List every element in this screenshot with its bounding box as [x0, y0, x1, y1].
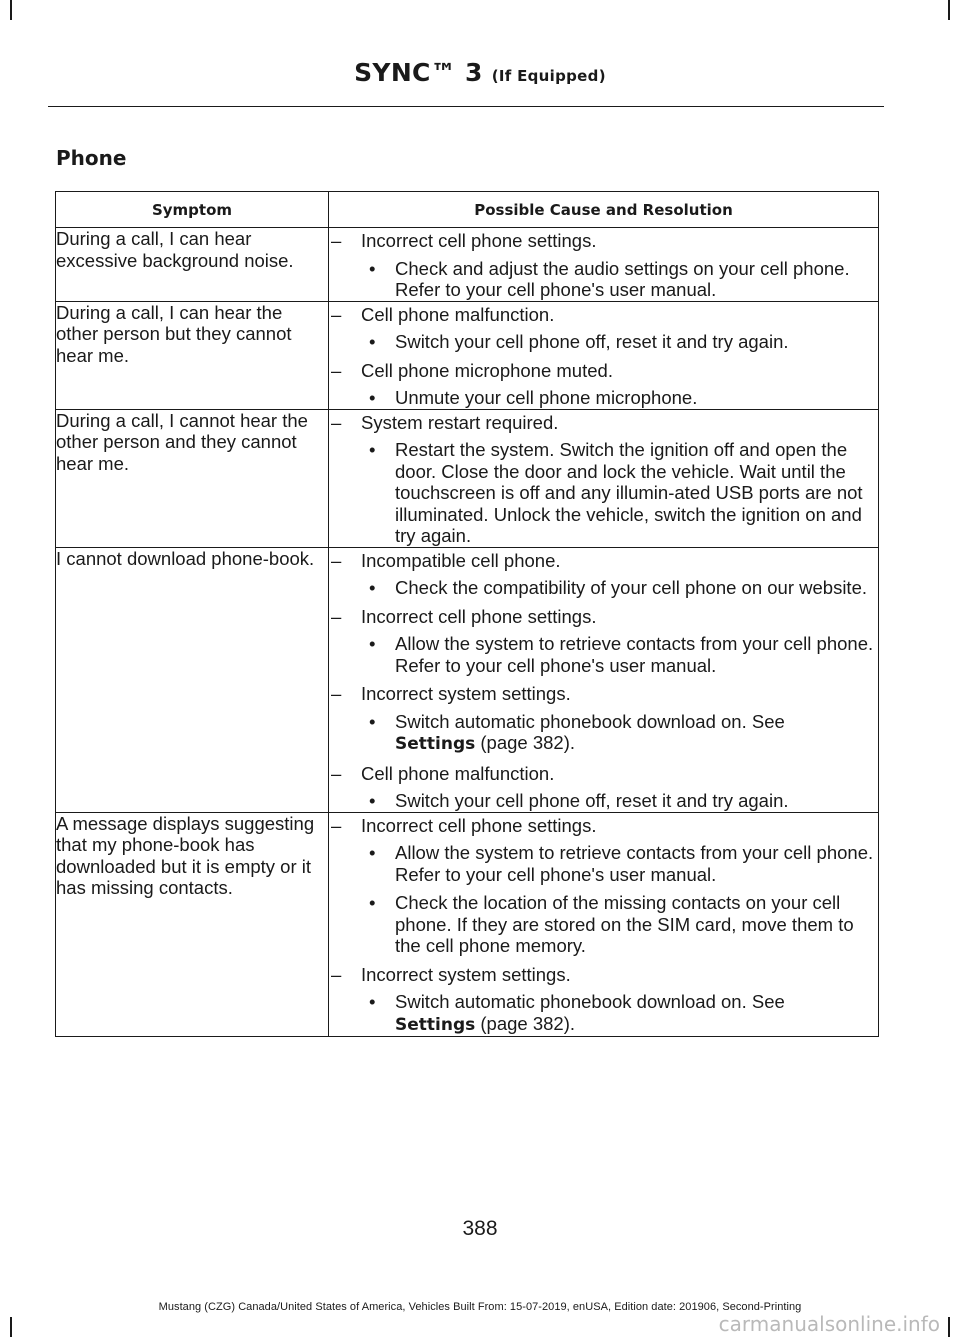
bullet-marker: • [369, 577, 376, 598]
possible-cause [329, 412, 878, 434]
action-text: Switch your cell phone off, reset it and try again. [395, 790, 789, 811]
header-divider [48, 106, 884, 107]
possible-cause [329, 304, 878, 326]
resolution-cell [329, 547, 879, 812]
bullet-marker: • [369, 331, 376, 352]
cause-group [329, 230, 878, 301]
watermark: carmanualsonline.info [718, 1312, 940, 1336]
bullet-marker: • [369, 842, 376, 863]
action-text: Allow the system to retrieve contacts from your cell phone. Refer to your cell phone's user manual. [395, 842, 874, 885]
crop-mark [10, 0, 12, 20]
resolution-action [329, 633, 878, 676]
cause-group [329, 412, 878, 547]
section-heading: Phone [56, 146, 127, 170]
resolution-action [329, 892, 878, 957]
table-row [56, 812, 879, 1037]
chapter-title: SYNC™ 3 [354, 58, 483, 87]
possible-cause [329, 683, 878, 705]
dash-marker: – [331, 303, 342, 325]
table-row [56, 547, 879, 812]
bullet-marker: • [369, 439, 376, 460]
symptom-cell: During a call, I can hear the other person but they cannot hear me. [56, 301, 329, 409]
cause-group [329, 763, 878, 812]
cause-text: Incorrect cell phone settings. [361, 230, 597, 251]
action-text: Unmute your cell phone microphone. [395, 387, 698, 408]
possible-cause [329, 815, 878, 837]
resolution-action [329, 991, 878, 1036]
resolution-cell [329, 812, 879, 1037]
table-body [56, 228, 879, 1037]
cause-group [329, 304, 878, 353]
page-number: 388 [462, 1217, 498, 1240]
resolution-action [329, 439, 878, 547]
resolution-action [329, 711, 878, 756]
dash-marker: – [331, 963, 342, 985]
table-row [56, 228, 879, 302]
chapter-header [0, 58, 960, 87]
cause-text: Incorrect cell phone settings. [361, 605, 597, 627]
resolution-cell [329, 409, 879, 547]
resolution-action [329, 387, 878, 409]
possible-cause [329, 964, 878, 986]
page-reference: (page 382). [480, 732, 576, 753]
action-text: Check the location of the missing contacts on your cell phone. If they are stored on the SIM card, move them to the cell phone memory. [395, 892, 854, 956]
symptom-cell: During a call, I can hear excessive background noise. [56, 228, 329, 302]
dash-marker: – [331, 762, 342, 784]
cause-text: Incorrect system settings. [361, 683, 571, 704]
possible-cause [329, 763, 878, 785]
bullet-marker: • [369, 710, 376, 732]
bullet-marker: • [369, 633, 376, 654]
dash-marker: – [331, 230, 342, 251]
cause-text: Incompatible cell phone. [361, 549, 561, 571]
dash-marker: – [331, 605, 342, 627]
resolution-cell [329, 301, 879, 409]
action-text: Check the compatibility of your cell phone on our website. [395, 577, 868, 598]
dash-marker: – [331, 549, 342, 571]
cause-group [329, 550, 878, 599]
bullet-marker: • [369, 387, 376, 408]
cause-group [329, 606, 878, 677]
crop-mark [10, 1317, 12, 1337]
dash-marker: – [331, 814, 342, 836]
resolution-action [329, 331, 878, 353]
resolution-action [329, 577, 878, 599]
action-text: Check and adjust the audio settings on your cell phone. Refer to your cell phone's user manual. [395, 257, 850, 300]
dash-marker: – [331, 683, 342, 704]
cause-text: Incorrect system settings. [361, 963, 571, 985]
action-text: Switch automatic phonebook download on. See [395, 710, 785, 732]
symptom-cell: A message displays suggesting that my phone-book has downloaded but it is empty or it has missing contacts. [56, 812, 329, 1037]
symptom-cell: During a call, I cannot hear the other person and they cannot hear me. [56, 409, 329, 547]
possible-cause [329, 550, 878, 572]
column-header-resolution: Possible Cause and Resolution [329, 192, 879, 228]
bullet-marker: • [369, 257, 376, 279]
page-reference: (page 382). [480, 1012, 576, 1034]
cross-reference-link[interactable]: Settings [395, 734, 476, 754]
cause-text: Cell phone malfunction. [361, 303, 555, 325]
table-row [56, 409, 879, 547]
action-text: Switch your cell phone off, reset it and try again. [395, 331, 789, 352]
cause-group [329, 683, 878, 756]
cause-text: Incorrect cell phone settings. [361, 814, 597, 836]
dash-marker: – [331, 411, 342, 433]
action-text: Allow the system to retrieve contacts from your cell phone. Refer to your cell phone's user manual. [395, 633, 874, 676]
bullet-marker: • [369, 892, 376, 913]
chapter-subtitle: (If Equipped) [491, 67, 606, 85]
table-header-row [56, 192, 879, 228]
bullet-marker: • [369, 790, 376, 811]
resolution-cell [329, 228, 879, 302]
crop-mark [948, 0, 950, 20]
cause-text: System restart required. [361, 411, 559, 433]
footer-text: Mustang (CZG) Canada/United States of America, Vehicles Built From: 15-07-2019, enUSA, Edition date: 201906, Second-Printing [158, 1301, 802, 1313]
bullet-marker: • [369, 991, 376, 1012]
possible-cause [329, 230, 878, 252]
cause-text: Cell phone microphone muted. [361, 359, 613, 381]
resolution-action [329, 790, 878, 812]
cause-group [329, 360, 878, 409]
cause-group [329, 964, 878, 1037]
resolution-action [329, 258, 878, 301]
cause-group [329, 815, 878, 957]
possible-cause [329, 606, 878, 628]
cause-text: Cell phone malfunction. [361, 762, 555, 784]
resolution-action [329, 842, 878, 885]
table-row [56, 301, 879, 409]
action-text: Restart the system. Switch the ignition off and open the door. Close the door and lock the vehicle. Wait until the touchscreen is off and any illumin-ated USB ports are not illuminated. Unlock the vehicle, switch the ignition on and try again. [395, 439, 863, 546]
cross-reference-link[interactable]: Settings [395, 1014, 476, 1035]
dash-marker: – [331, 359, 342, 381]
troubleshooting-table [55, 191, 879, 1037]
action-text: Switch automatic phonebook download on. See [395, 991, 785, 1012]
symptom-cell: I cannot download phone-book. [56, 547, 329, 812]
column-header-symptom: Symptom [56, 192, 329, 228]
possible-cause [329, 360, 878, 382]
crop-mark [948, 1317, 950, 1337]
